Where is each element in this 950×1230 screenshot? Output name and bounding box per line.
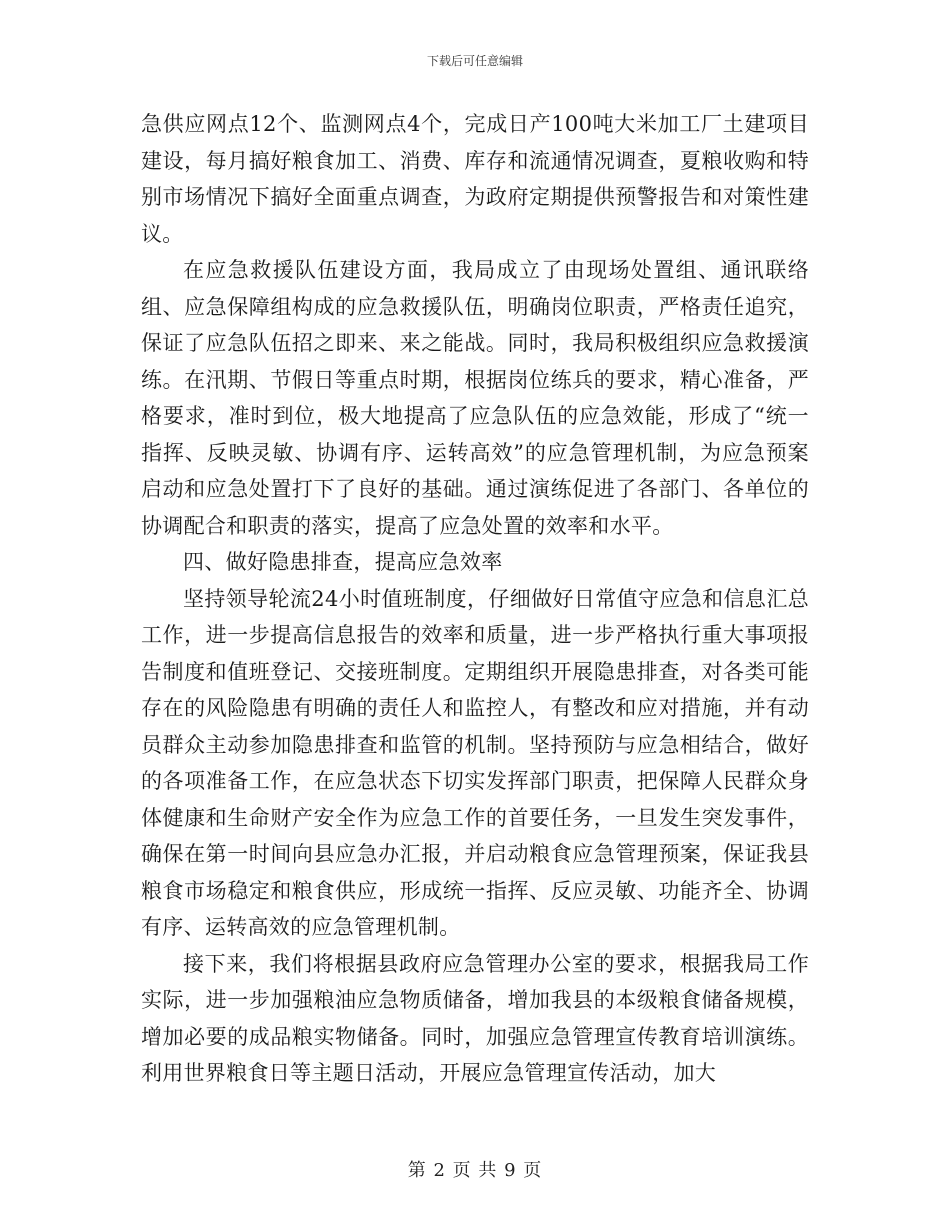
section-heading: 四、做好隐患排查，提高应急效率 [183, 550, 503, 574]
page-header-note: 下载后可任意编辑 [426, 54, 523, 68]
paragraph-duty-system: 坚持领导轮流24小时值班制度，仔细做好日常值守应急和信息汇总工作，进一步提高信息报告的效率和质量，进一步严格执行重大事项报告制度和值班登记、交接班制度。定期组织开展隐患排查，对各类可能存在的风险隐患有明确的责任人和监控人，有整改和应对措施，并有动员群众主动参加隐患排查和监管的机制。坚持预防与应急相结合，做好的各项准备工作，在应急状态下切实发挥部门职责，把保障人民群众身体健康和生命财产安全作为应急工作的首要任务，一旦发生突发事件，确保在第一时间向县应急办汇报，并启动粮食应急管理预案，保证我县粮食市场稳定和粮食供应，形成统一指挥、反应灵敏、功能齐全、协调有序、运转高效的应急管理机制。 [141, 586, 809, 939]
paragraph-next-steps: 接下来，我们将根据县政府应急管理办公室的要求，根据我局工作实际，进一步加强粮油应急物质储备，增加我县的本级粮食储备规模，增加必要的成品粮实物储备。同时，加强应急管理宣传教育培训演练。利用世界粮食日等主题日活动，开展应急管理宣传活动，加大 [141, 951, 809, 1085]
document-body [141, 106, 809, 1092]
paragraph-continued: 急供应网点12个、监测网点4个，完成日产100吨大米加工厂土建项目建设，每月搞好粮食加工、消费、库存和流通情况调查，夏粮收购和特别市场情况下搞好全面重点调查，为政府定期提供预警报告和对策性建议。 [141, 112, 809, 246]
paragraph-rescue-team: 在应急救援队伍建设方面，我局成立了由现场处置组、通讯联络组、应急保障组构成的应急救援队伍，明确岗位职责，严格责任追究，保证了应急队伍招之即来、来之能战。同时，我局积极组织应急救援演练。在汛期、节假日等重点时期，根据岗位练兵的要求，精心准备，严格要求，准时到位，极大地提高了应急队伍的应急效能，形成了“统一指挥、反映灵敏、协调有序、运转高效”的应急管理机制，为应急预案启动和应急处置打下了良好的基础。通过演练促进了各部门、各单位的协调配合和职责的落实，提高了应急处置的效率和水平。 [141, 258, 809, 538]
page-number: 第 2 页 共 9 页 [407, 1160, 543, 1181]
